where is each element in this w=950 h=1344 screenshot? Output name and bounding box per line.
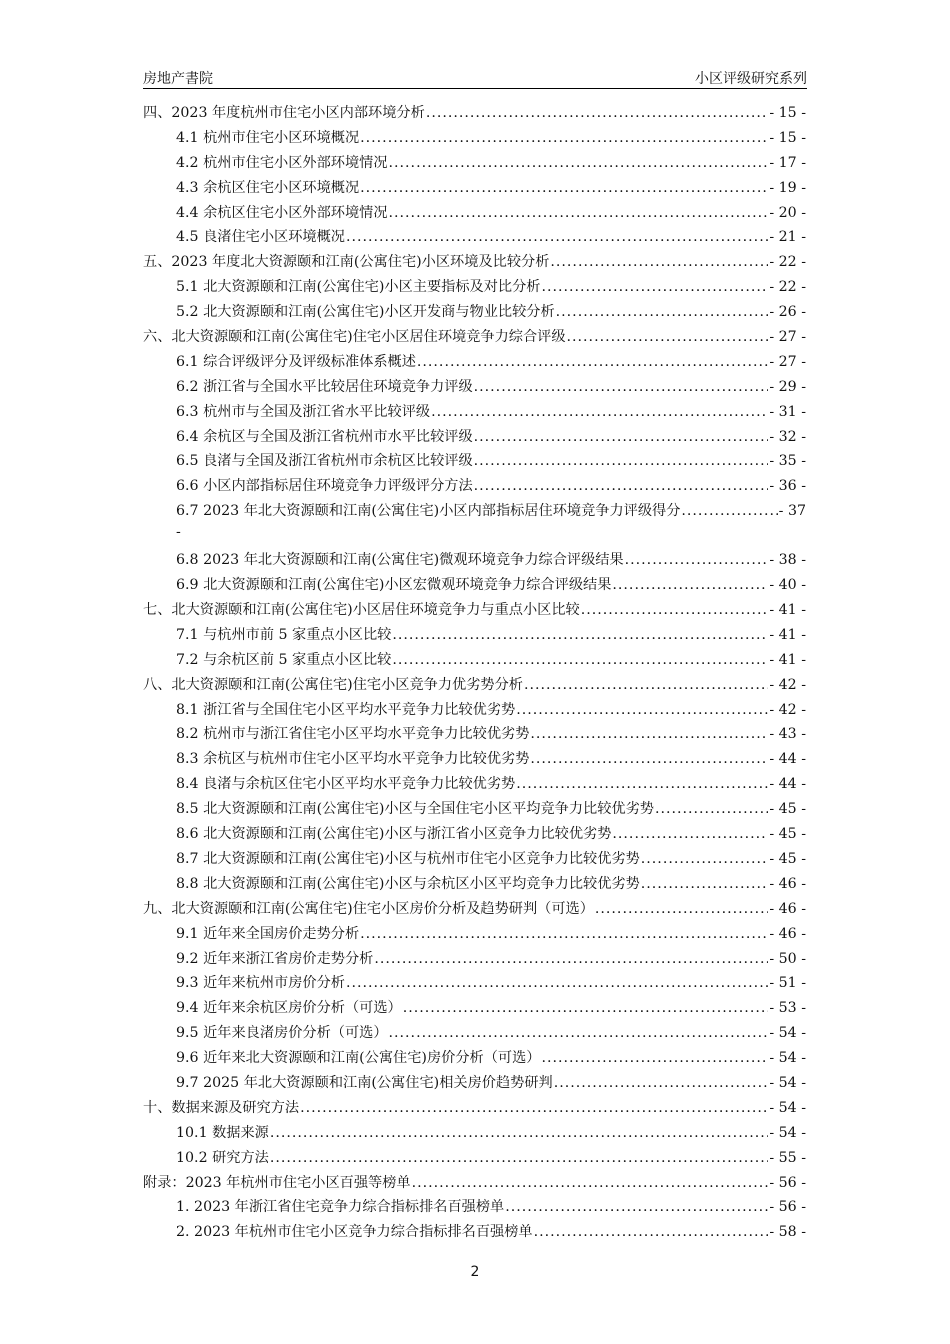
toc-entry[interactable] <box>143 623 806 648</box>
toc-entry-title: 10.2 研究方法 <box>176 1149 269 1166</box>
toc-entry-page: - 32 - <box>769 428 806 445</box>
toc-entry-page: - 21 - <box>769 229 806 246</box>
toc-leader-dots <box>270 1121 768 1146</box>
toc-leader-dots <box>412 1171 769 1196</box>
toc-entry-page: - 20 - <box>769 204 806 221</box>
toc-entry-title: 七、北大资源颐和江南(公寓住宅)小区居住环境竞争力与重点小区比较 <box>143 602 580 619</box>
toc-leader-dots <box>641 847 769 872</box>
toc-entry[interactable] <box>143 300 806 325</box>
toc-entry-page: - 44 - <box>769 751 806 768</box>
toc-entry[interactable] <box>143 673 806 698</box>
toc-entry-title: 8.2 杭州市与浙江省住宅小区平均水平竞争力比较优劣势 <box>176 726 530 743</box>
toc-entry[interactable] <box>143 947 806 972</box>
toc-entry-title: 7.1 与杭州市前 5 家重点小区比较 <box>176 626 392 643</box>
toc-entry[interactable] <box>143 1096 806 1121</box>
toc-leader-dots <box>567 325 769 350</box>
toc-leader-dots <box>505 1195 768 1220</box>
toc-leader-dots <box>417 350 768 375</box>
toc-entry[interactable] <box>143 1021 806 1046</box>
toc-leader-dots <box>346 225 768 250</box>
toc-leader-dots <box>389 151 769 176</box>
toc-entry[interactable] <box>143 847 806 872</box>
toc-entry-title: 8.3 余杭区与杭州市住宅小区平均水平竞争力比较优劣势 <box>176 751 530 768</box>
toc-entry[interactable] <box>143 449 806 474</box>
toc-entry-page: - 56 - <box>769 1199 806 1216</box>
toc-entry-page: - 51 - <box>769 975 806 992</box>
toc-entry[interactable] <box>143 722 806 747</box>
toc-entry[interactable] <box>143 474 806 499</box>
toc-leader-dots <box>474 375 769 400</box>
toc-entry-page-wrap: - <box>176 524 181 541</box>
toc-entry-title: 五、2023 年度北大资源颐和江南(公寓住宅)小区环境及比较分析 <box>143 254 550 271</box>
toc-entry-title: 十、数据来源及研究方法 <box>143 1099 300 1116</box>
toc-entry-title: 9.6 近年来北大资源颐和江南(公寓住宅)房价分析（可选） <box>176 1050 541 1067</box>
toc-leader-dots <box>392 648 768 673</box>
toc-entry-page: - 45 - <box>769 850 806 867</box>
toc-entry-page: - 54 - <box>769 1025 806 1042</box>
toc-entry-title: 8.6 北大资源颐和江南(公寓住宅)小区与浙江省小区竞争力比较优劣势 <box>176 826 612 843</box>
toc-entry-title: 4.4 余杭区住宅小区外部环境情况 <box>176 204 388 221</box>
toc-entry[interactable] <box>143 772 806 797</box>
toc-entry-title: 4.3 余杭区住宅小区环境概况 <box>176 179 360 196</box>
toc-entry-title: 4.5 良渚住宅小区环境概况 <box>176 229 345 246</box>
toc-leader-dots <box>360 126 768 151</box>
toc-entry-title: 9.4 近年来余杭区房价分析（可选） <box>176 1000 402 1017</box>
page-number: 2 <box>470 1264 480 1280</box>
toc-entry-title: 9.1 近年来全国房价走势分析 <box>176 925 360 942</box>
toc-entry-title: 八、北大资源颐和江南(公寓住宅)住宅小区竞争力优劣势分析 <box>143 676 523 693</box>
toc-leader-dots <box>550 250 768 275</box>
toc-entry[interactable] <box>143 126 806 151</box>
toc-entry[interactable] <box>143 275 806 300</box>
toc-entry[interactable] <box>143 325 806 350</box>
toc-entry[interactable] <box>143 797 806 822</box>
toc-entry-title: 4.1 杭州市住宅小区环境概况 <box>176 129 360 146</box>
toc-entry-page: - 37 <box>778 503 806 520</box>
toc-entry-page: - 27 - <box>769 329 806 346</box>
toc-leader-dots <box>681 499 777 524</box>
toc-entry[interactable] <box>143 598 806 623</box>
toc-entry-title: 8.1 浙江省与全国住宅小区平均水平竞争力比较优劣势 <box>176 701 516 718</box>
toc-entry[interactable] <box>143 400 806 425</box>
toc-leader-dots <box>541 275 768 300</box>
toc-entry-page: - 15 - <box>769 129 806 146</box>
toc-leader-dots <box>554 1071 769 1096</box>
toc-entry[interactable] <box>143 250 806 275</box>
toc-entry-title: 2. 2023 年杭州市住宅小区竞争力综合指标排名百强榜单 <box>176 1224 533 1241</box>
toc-entry-title: 10.1 数据来源 <box>176 1124 269 1141</box>
toc-entry-title: 9.5 近年来良渚房价分析（可选） <box>176 1025 388 1042</box>
toc-entry-title: 9.3 近年来杭州市房价分析 <box>176 975 345 992</box>
toc-entry[interactable] <box>143 499 806 522</box>
toc-entry[interactable] <box>143 548 806 573</box>
toc-entry-title: 8.5 北大资源颐和江南(公寓住宅)小区与全国住宅小区平均竞争力比较优劣势 <box>176 801 654 818</box>
toc-leader-dots <box>389 1021 769 1046</box>
toc-entry[interactable] <box>143 648 806 673</box>
toc-leader-dots <box>516 772 768 797</box>
toc-entry[interactable] <box>143 350 806 375</box>
toc-entry-title: 6.4 余杭区与全国及浙江省杭州市水平比较评级 <box>176 428 473 445</box>
toc-entry-page: - 38 - <box>769 552 806 569</box>
toc-leader-dots <box>392 623 768 648</box>
toc-entry-page: - 27 - <box>769 353 806 370</box>
toc-entry-page: - 40 - <box>769 577 806 594</box>
toc-leader-dots <box>556 300 769 325</box>
toc-leader-dots <box>534 1220 769 1245</box>
toc-entry[interactable] <box>143 872 806 897</box>
toc-leader-dots <box>474 449 769 474</box>
toc-entry-page: - 45 - <box>769 826 806 843</box>
toc-entry-title: 6.6 小区内部指标居住环境竞争力评级评分方法 <box>176 478 473 495</box>
toc-entry-page: - 31 - <box>769 403 806 420</box>
toc-entry[interactable] <box>143 1195 806 1220</box>
toc-leader-dots <box>595 897 768 922</box>
header-right-title: 小区评级研究系列 <box>695 71 807 87</box>
toc-entry[interactable] <box>143 747 806 772</box>
toc-entry-title: 九、北大资源颐和江南(公寓住宅)住宅小区房价分析及趋势研判（可选） <box>143 900 594 917</box>
toc-leader-dots <box>389 201 769 226</box>
toc-entry[interactable] <box>143 573 806 598</box>
toc-entry-title: 5.1 北大资源颐和江南(公寓住宅)小区主要指标及对比分析 <box>176 279 541 296</box>
toc-entry-title: 6.5 良渚与全国及浙江省杭州市余杭区比较评级 <box>176 453 473 470</box>
toc-leader-dots <box>474 425 769 450</box>
toc-entry[interactable] <box>143 971 806 996</box>
toc-entry-title: 4.2 杭州市住宅小区外部环境情况 <box>176 154 388 171</box>
toc-entry-page: - 54 - <box>769 1099 806 1116</box>
toc-entry-page: - 43 - <box>769 726 806 743</box>
toc-entry-page: - 35 - <box>769 453 806 470</box>
toc-entry-page: - 54 - <box>769 1074 806 1091</box>
toc-entry-title: 6.9 北大资源颐和江南(公寓住宅)小区宏微观环境竞争力综合评级结果 <box>176 577 612 594</box>
toc-entry-title: 6.7 2023 年北大资源颐和江南(公寓住宅)小区内部指标居住环境竞争力评级得分 <box>176 503 681 520</box>
toc-entry-page: - 19 - <box>769 179 806 196</box>
toc-entry-title: 附录：2023 年杭州市住宅小区百强等榜单 <box>143 1174 411 1191</box>
toc-entry-title: 6.3 杭州市与全国及浙江省水平比较评级 <box>176 403 431 420</box>
toc-leader-dots <box>524 673 768 698</box>
table-of-contents <box>143 101 806 1245</box>
toc-entry[interactable] <box>143 101 806 126</box>
toc-leader-dots <box>655 797 768 822</box>
toc-entry-page: - 46 - <box>769 900 806 917</box>
toc-entry-title: 6.2 浙江省与全国水平比较居住环境竞争力评级 <box>176 378 473 395</box>
toc-entry-page: - 56 - <box>769 1174 806 1191</box>
toc-leader-dots <box>530 722 768 747</box>
toc-leader-dots <box>270 1146 768 1171</box>
toc-entry[interactable] <box>143 225 806 250</box>
toc-entry-title: 7.2 与余杭区前 5 家重点小区比较 <box>176 651 392 668</box>
toc-entry-title: 9.7 2025 年北大资源颐和江南(公寓住宅)相关房价趋势研判 <box>176 1074 553 1091</box>
toc-entry-page: - 15 - <box>769 105 806 121</box>
toc-leader-dots <box>426 101 769 126</box>
toc-entry-title: 8.7 北大资源颐和江南(公寓住宅)小区与杭州市住宅小区竞争力比较优劣势 <box>176 850 640 867</box>
toc-entry-page: - 26 - <box>769 304 806 321</box>
toc-entry-title: 9.2 近年来浙江省房价走势分析 <box>176 950 374 967</box>
toc-entry-page: - 44 - <box>769 776 806 793</box>
toc-leader-dots <box>516 698 768 723</box>
toc-leader-dots <box>474 474 769 499</box>
toc-entry[interactable] <box>143 922 806 947</box>
toc-leader-dots <box>300 1096 768 1121</box>
toc-entry-page: - 41 - <box>769 602 806 619</box>
toc-entry-page: - 58 - <box>769 1224 806 1241</box>
toc-entry[interactable] <box>143 1071 806 1096</box>
toc-entry[interactable] <box>143 176 806 201</box>
toc-leader-dots <box>431 400 768 425</box>
toc-entry-title: 四、2023 年度杭州市住宅小区内部环境分析 <box>143 105 425 121</box>
toc-entry-page: - 29 - <box>769 378 806 395</box>
toc-leader-dots <box>360 176 768 201</box>
toc-entry[interactable] <box>143 425 806 450</box>
toc-entry-page: - 41 - <box>769 651 806 668</box>
toc-leader-dots <box>625 548 769 573</box>
toc-leader-dots <box>346 971 768 996</box>
toc-entry[interactable] <box>143 996 806 1021</box>
toc-entry-page: - 54 - <box>769 1124 806 1141</box>
toc-entry-title: 6.1 综合评级评分及评级标准体系概述 <box>176 353 416 370</box>
toc-entry-page: - 41 - <box>769 626 806 643</box>
toc-entry-page: - 50 - <box>769 950 806 967</box>
toc-entry-title: 8.4 良渚与余杭区住宅小区平均水平竞争力比较优劣势 <box>176 776 516 793</box>
toc-entry-page: - 22 - <box>769 254 806 271</box>
toc-leader-dots <box>641 872 769 897</box>
toc-entry[interactable] <box>143 698 806 723</box>
toc-entry[interactable] <box>143 1220 806 1245</box>
toc-entry[interactable] <box>143 1121 806 1146</box>
toc-entry-title: 六、北大资源颐和江南(公寓住宅)住宅小区居住环境竞争力综合评级 <box>143 329 566 346</box>
toc-leader-dots <box>360 922 768 947</box>
toc-entry-page: - 45 - <box>769 801 806 818</box>
toc-leader-dots <box>581 598 769 623</box>
toc-leader-dots <box>612 822 768 847</box>
toc-leader-dots <box>541 1046 768 1071</box>
toc-entry[interactable] <box>143 151 806 176</box>
page-header <box>143 66 807 89</box>
header-left-title: 房地产書院 <box>143 71 213 87</box>
toc-entry-page: - 36 - <box>769 478 806 495</box>
toc-leader-dots <box>612 573 768 598</box>
toc-entry[interactable] <box>143 1046 806 1071</box>
toc-entry-page: - 42 - <box>769 676 806 693</box>
toc-entry[interactable] <box>143 1146 806 1171</box>
toc-entry-title: 6.8 2023 年北大资源颐和江南(公寓住宅)微观环境竞争力综合评级结果 <box>176 552 624 569</box>
toc-entry-page: - 17 - <box>769 154 806 171</box>
toc-entry-page: - 46 - <box>769 925 806 942</box>
toc-entry[interactable] <box>143 822 806 847</box>
toc-leader-dots <box>374 947 768 972</box>
toc-entry-page: - 54 - <box>769 1050 806 1067</box>
toc-entry-title: 5.2 北大资源颐和江南(公寓住宅)小区开发商与物业比较分析 <box>176 304 555 321</box>
toc-entry[interactable] <box>143 375 806 400</box>
toc-entry[interactable] <box>143 1171 806 1196</box>
toc-leader-dots <box>403 996 769 1021</box>
toc-entry-page: - 53 - <box>769 1000 806 1017</box>
toc-entry-page: - 22 - <box>769 279 806 296</box>
toc-entry[interactable] <box>143 897 806 922</box>
toc-entry-title: 8.8 北大资源颐和江南(公寓住宅)小区与余杭区小区平均竞争力比较优劣势 <box>176 875 640 892</box>
toc-entry-page: - 46 - <box>769 875 806 892</box>
toc-leader-dots <box>530 747 768 772</box>
toc-entry-title: 1. 2023 年浙江省住宅竞争力综合指标排名百强榜单 <box>176 1199 505 1216</box>
toc-entry-page: - 42 - <box>769 701 806 718</box>
toc-entry-page: - 55 - <box>769 1149 806 1166</box>
toc-entry[interactable] <box>143 201 806 226</box>
